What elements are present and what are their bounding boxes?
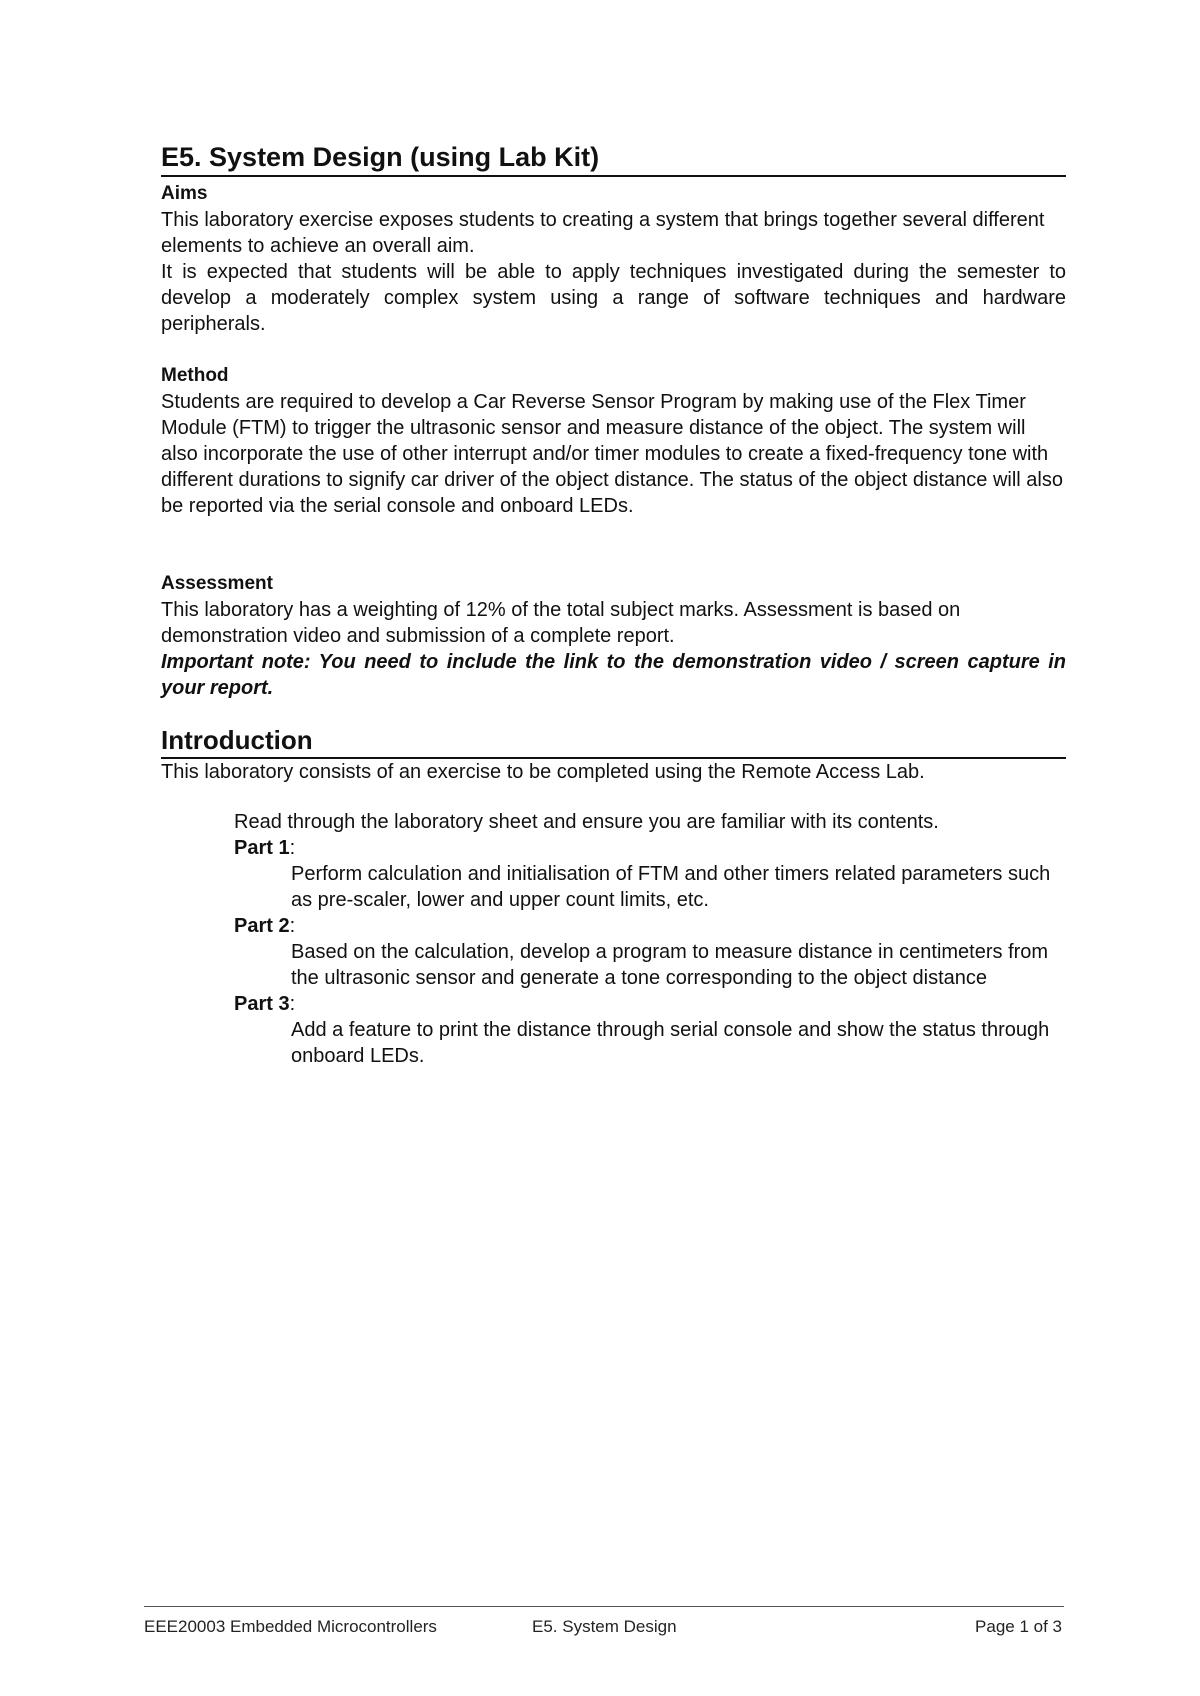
part-2-text: Based on the calculation, develop a program to measure distance in centimeters from the ultrasonic sensor and generate a tone corresponding to the object distance [291, 941, 1049, 989]
aims-heading: Aims [161, 183, 208, 204]
assessment-paragraph: This laboratory has a weighting of 12% of the total subject marks. Assessment is based on demonstration video and submission of a complete report. [161, 599, 961, 647]
part-3-label: Part 3: [234, 993, 296, 1015]
introduction-paragraph: This laboratory consists of an exercise to be completed using the Remote Access Lab. [161, 761, 925, 783]
method-paragraph: Students are required to develop a Car Reverse Sensor Program by making use of the Flex Timer Module (FTM) to trigger the ultrasonic sensor and measure distance of the object. The system will also incorporate the use of other interrupt and/or timer modules to create a fixed-frequency tone with different durations to signify car driver of the object distance. The status of the object distance will also be reported via the serial console and onboard LEDs. [161, 391, 1063, 517]
read-instruction: Read through the laboratory sheet and ensure you are familiar with its contents. [234, 811, 939, 833]
page-title: E5. System Design (using Lab Kit) [161, 140, 1066, 177]
part-3-text: Add a feature to print the distance through serial console and show the status through onboard LEDs. [291, 1019, 1050, 1067]
page-footer [144, 1606, 1064, 1647]
assessment-heading: Assessment [161, 573, 273, 594]
steps-list [234, 809, 1066, 1069]
footer-title: E5. System Design [532, 1617, 677, 1636]
method-heading: Method [161, 365, 229, 386]
footer-page-number: Page 1 of 3 [975, 1617, 1062, 1636]
footer-course: EEE20003 Embedded Microcontrollers [144, 1617, 437, 1636]
document-body [161, 140, 1066, 1069]
part-1-text: Perform calculation and initialisation of FTM and other timers related parameters such as pre-scaler, lower and upper count limits, etc. [291, 863, 1051, 911]
aims-paragraph-2: It is expected that students will be able to apply techniques investigated during the semester to develop a moderately complex system using a range of software techniques and hardware peripherals. [161, 261, 1066, 335]
part-1-label: Part 1: [234, 837, 296, 859]
important-note: Important note: You need to include the link to the demonstration video / screen capture in your report. [161, 651, 1066, 699]
introduction-heading: Introduction [161, 723, 1066, 759]
aims-paragraph-1: This laboratory exercise exposes students to creating a system that brings together several different elements to achieve an overall aim. [161, 209, 1045, 257]
part-2-label: Part 2: [234, 915, 296, 937]
